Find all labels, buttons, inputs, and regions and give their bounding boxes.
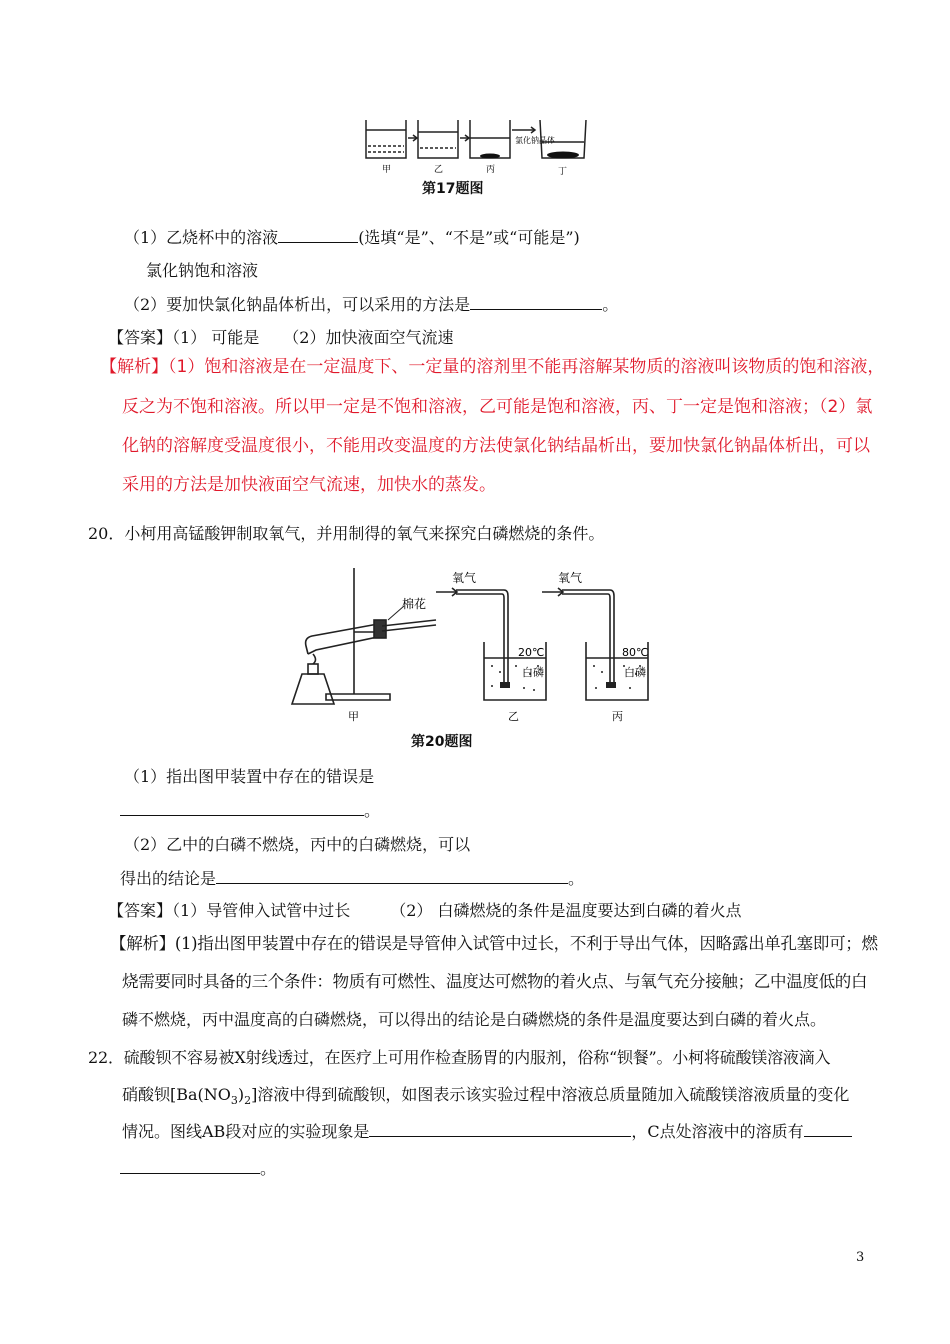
page-number: 3 bbox=[856, 1250, 865, 1265]
q22-line-4 bbox=[120, 1158, 276, 1180]
q22-c-blank-1 bbox=[804, 1122, 852, 1137]
q20-part1-end: 。 bbox=[364, 801, 381, 820]
fig17-label-yi: 乙 bbox=[434, 165, 444, 175]
fig20-caption: 第20题图 bbox=[411, 734, 473, 750]
q19-part1-blank bbox=[278, 228, 358, 243]
q19-analysis-tag: 【解析】 bbox=[100, 357, 168, 377]
q19-part2-end: 。 bbox=[602, 295, 619, 314]
fig20-phosphorus-yi: 白磷 bbox=[522, 666, 544, 679]
figure-17 bbox=[362, 116, 594, 178]
fig17-caption: 第17题图 bbox=[422, 181, 484, 197]
q19-part1-line bbox=[124, 227, 580, 249]
fig20-label-bing: 丙 bbox=[612, 710, 623, 723]
q22-formula-b: ) bbox=[237, 1085, 245, 1104]
fig20-temp-yi: 20℃ bbox=[518, 646, 545, 659]
q20-analysis-1 bbox=[110, 933, 878, 955]
q22-line-1: 22．硫酸钡不容易被X射线透过，在医疗上可用作检查肠胃的内服剂，俗称“钡餐”。小柯将硫酸镁溶液滴入 bbox=[88, 1048, 831, 1067]
q22-formula-a: 硝酸钡[Ba(NO bbox=[122, 1085, 231, 1104]
q20-analysis-tag: 【解析】 bbox=[110, 934, 175, 953]
q22-formula-sub1: 3 bbox=[230, 1094, 238, 1108]
q19-answer-text: （1） 可能是 （2）加快液面空气流速 bbox=[172, 328, 454, 347]
q22-line-2 bbox=[122, 1084, 849, 1112]
q19-analysis-2: 反之为不饱和溶液。所以甲一定是不饱和溶液，乙可能是饱和溶液，丙、丁一定是饱和溶液；（2）氯 bbox=[122, 397, 873, 417]
q20-stem: 20．小柯用高锰酸钾制取氧气，并用制得的氧气来探究白磷燃烧的条件。 bbox=[88, 524, 605, 543]
q20-part2-answer-line bbox=[120, 868, 584, 890]
q22-line-4-end: 。 bbox=[260, 1159, 277, 1178]
q19-part2-blank bbox=[470, 295, 602, 310]
q20-part2-text: （2）乙中的白磷不燃烧，丙中的白磷燃烧，可以 bbox=[124, 835, 471, 854]
figure-20 bbox=[286, 562, 666, 730]
q19-part2-text: （2）要加快氯化钠晶体析出，可以采用的方法是 bbox=[124, 295, 471, 314]
q22-line-3-a: 情况。图线AB段对应的实验现象是 bbox=[122, 1122, 370, 1141]
fig17-label-jia: 甲 bbox=[382, 165, 392, 175]
fig20-oxygen-label-1: 氧气 bbox=[452, 571, 477, 585]
q20-part2-end: 。 bbox=[568, 869, 585, 888]
q20-answer-text: （1）导管伸入试管中过长 （2） 白磷燃烧的条件是温度要达到白磷的着火点 bbox=[172, 901, 742, 920]
fig20-phosphorus-bing: 白磷 bbox=[624, 666, 646, 679]
fig17-label-bing: 丙 bbox=[486, 165, 496, 175]
q20-part2-lead: 得出的结论是 bbox=[120, 869, 217, 888]
q22-formula-sub2: 2 bbox=[244, 1094, 252, 1108]
q19-analysis-text-1: （1）饱和溶液是在一定温度下、一定量的溶剂里不能再溶解某物质的溶液叫该物质的饱和溶液， bbox=[168, 357, 885, 377]
q22-line-2-rest: ]溶液中得到硫酸钡，如图表示该实验过程中溶液总质量随加入硫酸镁溶液质量的变化 bbox=[251, 1085, 850, 1104]
q19-part1-text: （1）乙烧杯中的溶液 bbox=[124, 228, 279, 247]
q22-ab-blank bbox=[369, 1122, 631, 1137]
q20-answer bbox=[108, 900, 741, 922]
q20-part1-blank bbox=[120, 801, 364, 816]
q19-answer-tag: 【答案】 bbox=[108, 328, 173, 347]
q20-analysis-text-1: (1)指出图甲装置中存在的错误是导管伸入试管中过长，不利于导出气体，因略露出单孔塞即可；燃 bbox=[174, 934, 878, 953]
q19-analysis-1 bbox=[100, 356, 884, 378]
fig17-arrow-label: 氯化钠晶体 bbox=[515, 136, 555, 145]
q22-line-3-b: ，C点处溶液中的溶质有 bbox=[631, 1122, 804, 1141]
q20-answer-tag: 【答案】 bbox=[108, 901, 173, 920]
q22-line-3 bbox=[122, 1121, 852, 1143]
fig20-cotton-label: 棉花 bbox=[402, 597, 427, 611]
fig20-label-yi: 乙 bbox=[508, 710, 519, 723]
q22-c-blank-2 bbox=[120, 1159, 260, 1174]
q19-analysis-4: 采用的方法是加快液面空气流速，加快水的蒸发。 bbox=[122, 475, 496, 495]
fig20-label-jia: 甲 bbox=[348, 710, 359, 723]
q19-analysis-3: 化钠的溶解度受温度很小，不能用改变温度的方法使氯化钠结晶析出，要加快氯化钠晶体析出，可以 bbox=[122, 436, 870, 456]
q20-analysis-3: 磷不燃烧，丙中温度高的白磷燃烧，可以得出的结论是白磷燃烧的条件是温度要达到白磷的着火点。 bbox=[122, 1010, 827, 1029]
fig20-oxygen-label-2: 氧气 bbox=[558, 571, 583, 585]
q19-answer bbox=[108, 327, 453, 349]
q19-part2-line bbox=[124, 294, 618, 316]
q19-part1-cont: 氯化钠饱和溶液 bbox=[146, 261, 259, 280]
q19-part1-hint: (选填“是”、“不是”或“可能是”) bbox=[358, 228, 580, 247]
q20-part2-blank bbox=[216, 869, 568, 884]
q20-analysis-2: 烧需要同时具备的三个条件：物质有可燃性、温度达可燃物的着火点、与氧气充分接触；乙中温度低的白 bbox=[122, 972, 868, 991]
fig20-temp-bing: 80℃ bbox=[622, 646, 649, 659]
q20-part1-answer-line bbox=[120, 800, 380, 822]
fig17-label-ding: 丁 bbox=[558, 167, 568, 177]
q20-part1-text: （1）指出图甲装置中存在的错误是 bbox=[124, 767, 375, 786]
